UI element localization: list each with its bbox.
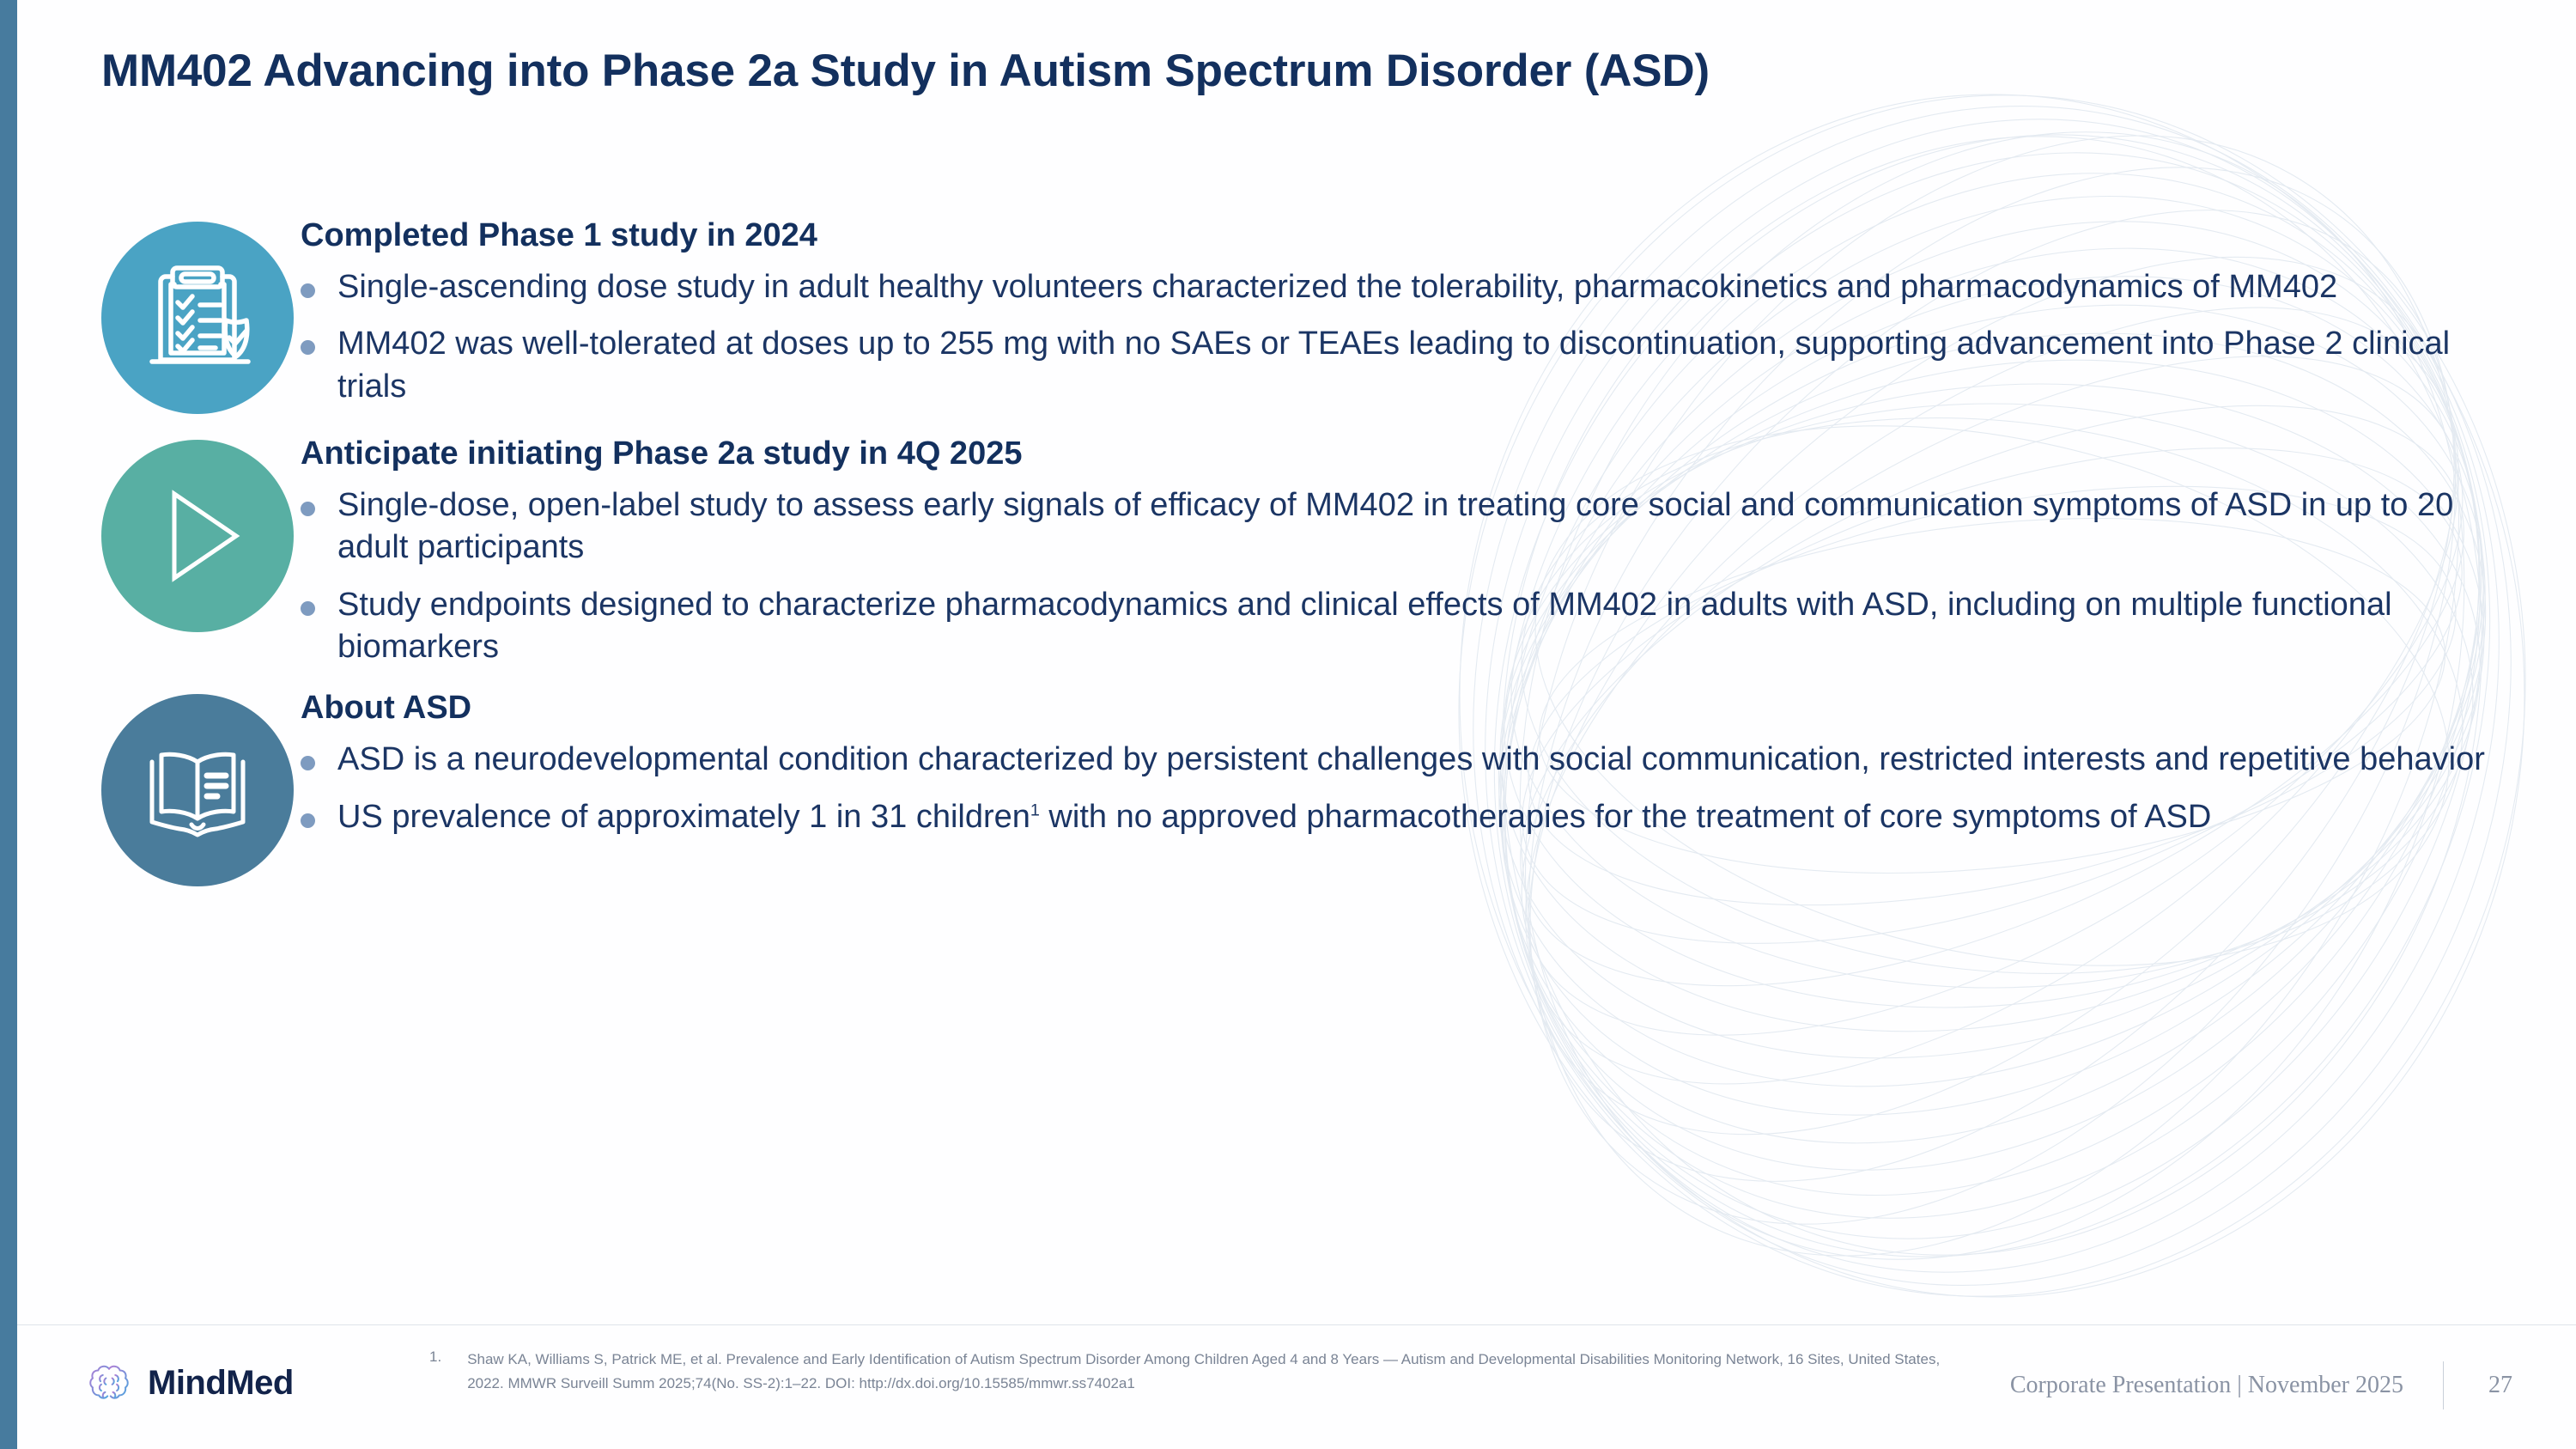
mindmed-logo xyxy=(84,1358,294,1408)
bullet-text: Single-ascending dose study in adult healthy volunteers characterized the tolerability, pharmacokinetics and pharmacodynamics of MM402 xyxy=(337,268,2338,305)
page-number: 27 xyxy=(2488,1372,2512,1398)
section-heading: About ASD xyxy=(301,690,472,727)
page-title: MM402 Advancing into Phase 2a Study in Autism Spectrum Disorder (ASD) xyxy=(101,46,1710,96)
bullet-text: Study endpoints designed to characterize pharmacodynamics and clinical effects of MM402 in adults with ASD, including on multiple functional biomarkers xyxy=(337,586,2392,665)
citation-number: 1. xyxy=(429,1349,442,1365)
section-icon-container xyxy=(101,215,301,414)
bullet-text-part-a: US prevalence of approximately 1 in 31 children xyxy=(337,798,1030,835)
section-text xyxy=(301,215,2506,408)
section-about-asd xyxy=(101,687,2506,886)
footer xyxy=(0,1325,2576,1449)
list-item xyxy=(301,739,2506,781)
bullet-dot-icon xyxy=(301,340,315,355)
footer-vertical-divider xyxy=(2443,1361,2444,1409)
bullet-dot-icon xyxy=(301,502,315,516)
open-book-icon xyxy=(101,694,294,886)
bullet-dot-icon xyxy=(301,601,315,616)
footer-meta xyxy=(2010,1361,2518,1409)
brain-logo-icon xyxy=(84,1358,134,1408)
list-item xyxy=(301,584,2506,669)
list-item xyxy=(301,484,2506,569)
clipboard-checklist-shield-icon xyxy=(101,222,294,414)
bullet-text-with-footnote xyxy=(337,796,2211,838)
section-text xyxy=(301,433,2506,668)
bullet-dot-icon xyxy=(301,756,315,770)
citation-text: Shaw KA, Williams S, Patrick ME, et al. Prevalence and Early Identification of Autism Spectrum Disorder Among Children Aged 4 and 8 Years — Autism and Developmental Disabilities Monitoring Network, 16 Sites, United States, 2022. MMWR Surveill Summ 2025;74(No. SS-2):1–22. DOI: http://dx.doi.org/10.15585/mmwr.ss7402a1 xyxy=(467,1351,1941,1391)
bullet-dot-icon xyxy=(301,813,315,828)
bullet-text-part-b: with no approved pharmacotherapies for the treatment of core symptoms of ASD xyxy=(1039,798,2212,835)
bullet-text: ASD is a neurodevelopmental condition characterized by persistent challenges with social communication, restricted interests and repetitive behavior xyxy=(337,741,2485,778)
list-item xyxy=(301,796,2506,838)
section-icon-container xyxy=(101,433,301,632)
left-accent-bar xyxy=(0,0,17,1449)
bullet-text: Single-dose, open-label study to assess early signals of efficacy of MM402 in treating core social and communication symptoms of ASD in up to 20 adult participants xyxy=(337,486,2454,566)
mindmed-wordmark: MindMed xyxy=(148,1363,294,1402)
section-completed-phase-1 xyxy=(101,215,2506,414)
footnote-citation xyxy=(429,1348,1941,1395)
footnote-marker: 1 xyxy=(1030,800,1040,819)
deck-label: Corporate Presentation | November 2025 xyxy=(2009,1372,2403,1398)
section-phase-2a-initiation xyxy=(101,433,2506,668)
section-heading: Completed Phase 1 study in 2024 xyxy=(301,217,817,253)
list-item xyxy=(301,266,2506,308)
content-area xyxy=(101,215,2506,900)
section-heading: Anticipate initiating Phase 2a study in 4Q 2025 xyxy=(301,435,1023,472)
section-icon-container xyxy=(101,687,301,886)
list-item xyxy=(301,323,2506,408)
bullet-text: MM402 was well-tolerated at doses up to 255 mg with no SAEs or TEAEs leading to discontinuation, supporting advancement into Phase 2 clinical trials xyxy=(337,326,2451,405)
section-text xyxy=(301,687,2506,838)
play-triangle-icon xyxy=(101,440,294,632)
bullet-dot-icon xyxy=(301,283,315,298)
